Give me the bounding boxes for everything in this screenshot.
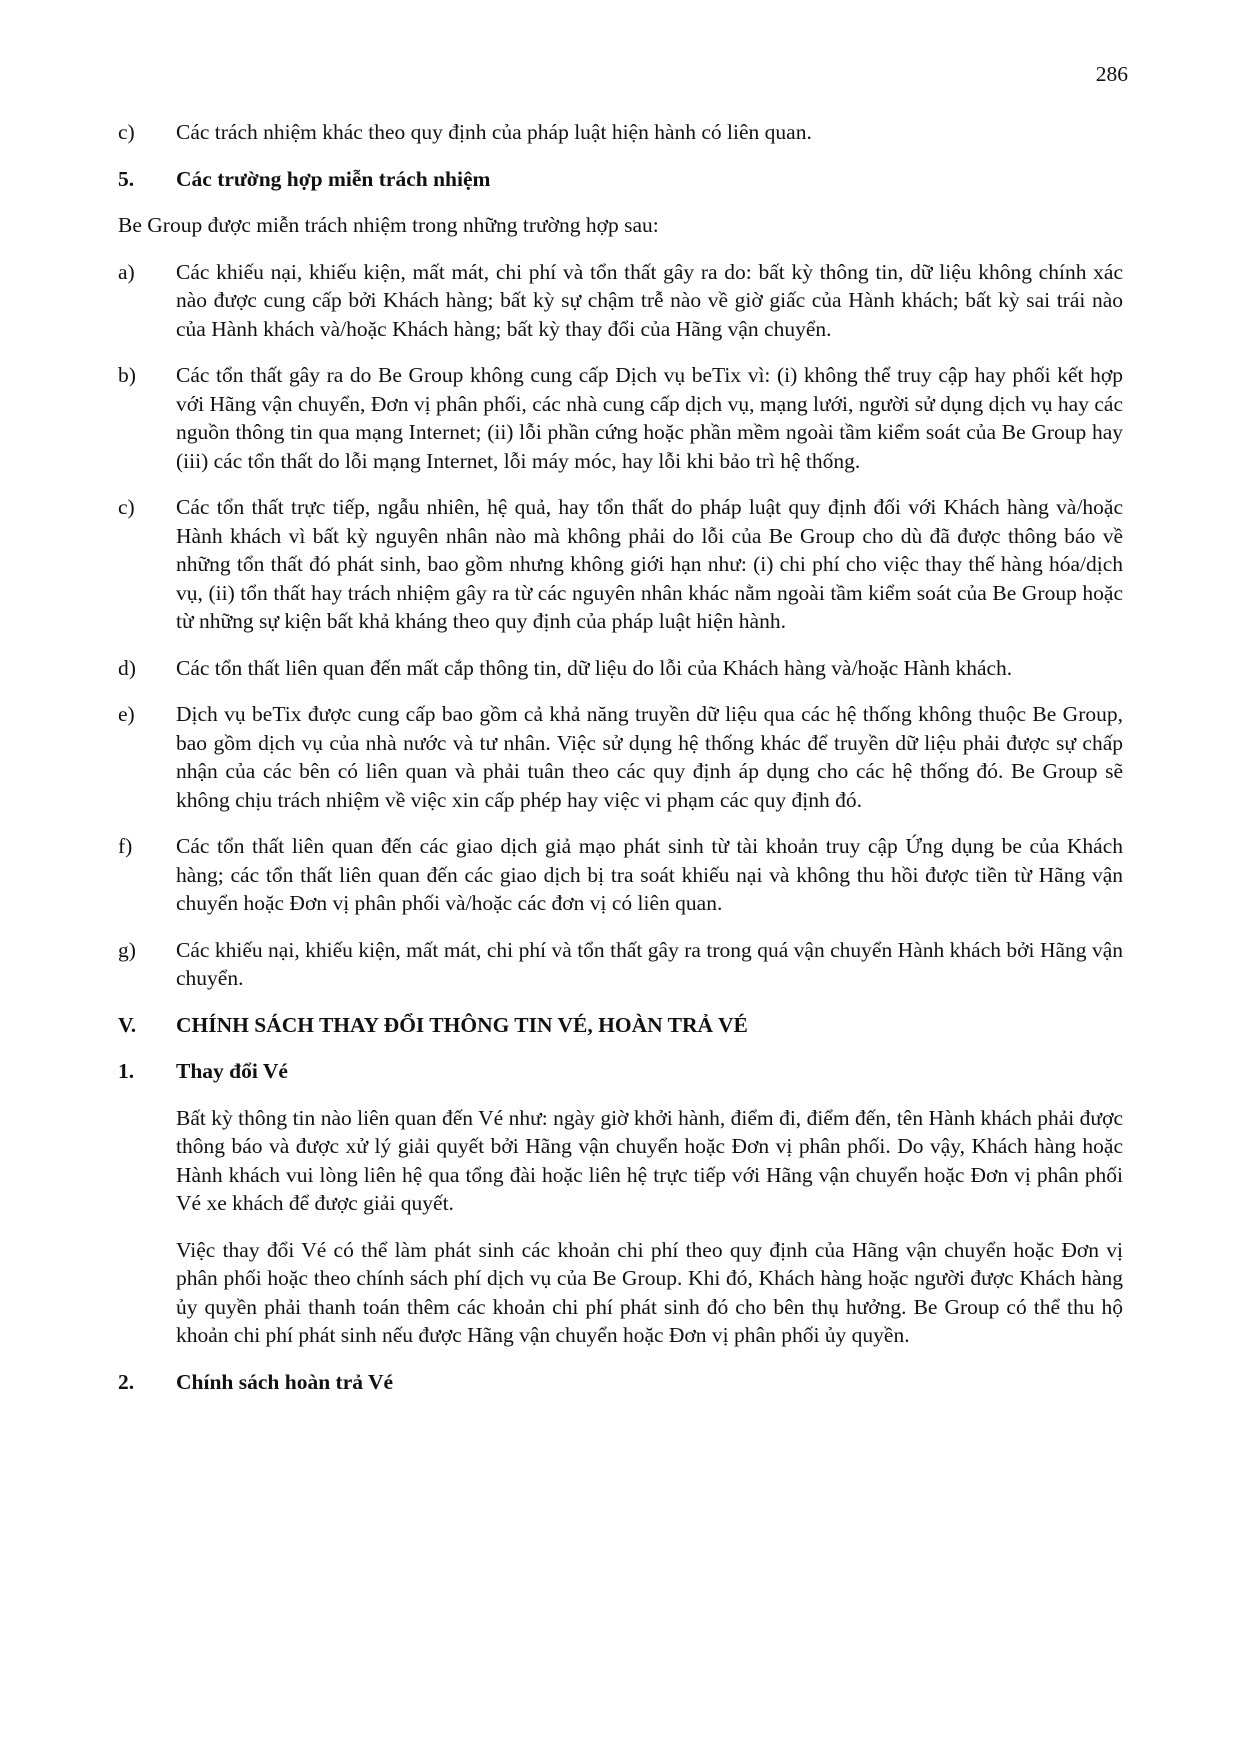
section-title: CHÍNH SÁCH THAY ĐỔI THÔNG TIN VÉ, HOÀN TRẢ VÉ: [176, 1012, 748, 1037]
document-content: [118, 118, 1123, 1414]
section-title: Các trường hợp miễn trách nhiệm: [176, 166, 491, 191]
item-text: Các tổn thất trực tiếp, ngẫu nhiên, hệ quả, hay tổn thất do pháp luật quy định đối với Khách hàng và/hoặc Hành khách vì bất kỳ nguyên nhân nào mà không phải do lỗi của Be Group cho dù đã được thông báo về những tổn thất đó phát sinh, bao gồm nhưng không giới hạn như: (i) chi phí cho việc thay thế hàng hóa/dịch vụ, (ii) tổn thất hay trách nhiệm gây ra từ các nguyên nhân khác nằm ngoài tầm kiểm soát của Be Group hoặc từ những sự kiện bất khả kháng theo quy định của pháp luật hiện hành.: [176, 495, 1123, 633]
item-text: Các trách nhiệm khác theo quy định của pháp luật hiện hành có liên quan.: [176, 120, 812, 144]
subsection-heading-1: [118, 1057, 1123, 1086]
list-item: [118, 832, 1123, 918]
item-text: Các khiếu nại, khiếu kiện, mất mát, chi phí và tổn thất gây ra do: bất kỳ thông tin, dữ liệu không chính xác nào được cung cấp bởi Khách hàng; bất kỳ sự chậm trễ nào về giờ giấc của Hành khách; bất kỳ sai trái nào của Hành khách và/hoặc Khách hàng; bất kỳ thay đổi của Hãng vận chuyển.: [176, 259, 1123, 341]
subsection-number: 2.: [118, 1369, 135, 1394]
item-text: Các khiếu nại, khiếu kiện, mất mát, chi phí và tổn thất gây ra trong quá vận chuyển Hành khách bởi Hãng vận chuyển.: [176, 937, 1123, 990]
subsection-heading-2: [118, 1368, 1123, 1397]
section-number: 5.: [118, 166, 135, 191]
item-label: d): [118, 655, 136, 680]
paragraph: Việc thay đổi Vé có thể làm phát sinh các khoản chi phí theo quy định của Hãng vận chuyển hoặc Đơn vị phân phối hoặc theo chính sách phí dịch vụ của Be Group. Khi đó, Khách hàng hoặc người được Khách hàng ủy quyền phải thanh toán thêm các khoản chi phí phát sinh đó cho bên thụ hưởng. Be Group có thể thu hộ khoản chi phí phát sinh nếu được Hãng vận chuyển hoặc Đơn vị phân phối ủy quyền.: [176, 1237, 1123, 1347]
list-item: [118, 361, 1123, 475]
section-heading-v: [118, 1011, 1123, 1040]
page-number: 286: [1095, 62, 1128, 86]
section-intro: Be Group được miễn trách nhiệm trong những trường hợp sau:: [118, 213, 659, 237]
item-label: c): [118, 495, 135, 519]
list-item: [118, 118, 1123, 147]
section-heading-5: [118, 165, 1123, 194]
list-item: [118, 936, 1123, 993]
section-number: V.: [118, 1012, 137, 1037]
item-text: Các tổn thất liên quan đến các giao dịch giả mạo phát sinh từ tài khoản truy cập Ứng dụng be của Khách hàng; các tổn thất liên quan đến các giao dịch bị tra soát khiếu nại và không thu hồi được tiền từ Hãng vận chuyển hoặc Đơn vị phân phối và/hoặc các đơn vị có liên quan.: [176, 834, 1123, 915]
list-item: [118, 654, 1123, 683]
item-label: e): [118, 702, 135, 726]
subsection-title: Chính sách hoàn trả Vé: [176, 1369, 394, 1394]
list-item: [118, 258, 1123, 344]
item-label: b): [118, 363, 136, 387]
item-label: a): [118, 259, 135, 284]
item-label: g): [118, 937, 136, 962]
list-item: [118, 493, 1123, 636]
paragraph: Bất kỳ thông tin nào liên quan đến Vé như: ngày giờ khởi hành, điểm đi, điểm đến, tên Hành khách phải được thông báo và được xử lý giải quyết bởi Hãng vận chuyển hoặc Đơn vị phân phối. Do vậy, Khách hàng hoặc Hành khách vui lòng liên hệ qua tổng đài hoặc liên hệ trực tiếp với Hãng vận chuyển hoặc Đơn vị phân phối Vé xe khách để được giải quyết.: [176, 1105, 1123, 1215]
list-item: [118, 700, 1123, 814]
item-text: Các tổn thất liên quan đến mất cắp thông tin, dữ liệu do lỗi của Khách hàng và/hoặc Hành khách.: [176, 655, 1013, 680]
item-label: f): [118, 834, 133, 858]
item-text: Dịch vụ beTix được cung cấp bao gồm cả khả năng truyền dữ liệu qua các hệ thống không thuộc Be Group, bao gồm dịch vụ của nhà nước và tư nhân. Việc sử dụng hệ thống khác để truyền dữ liệu phải được sự chấp nhận của các bên có liên quan và phải tuân theo các quy định áp dụng cho các hệ thống đó. Be Group sẽ không chịu trách nhiệm về việc xin cấp phép hay việc vi phạm các quy định đó.: [176, 702, 1123, 812]
item-label: c): [118, 120, 135, 144]
subsection-number: 1.: [118, 1059, 135, 1083]
subsection-title: Thay đổi Vé: [176, 1059, 288, 1083]
item-text: Các tổn thất gây ra do Be Group không cung cấp Dịch vụ beTix vì: (i) không thể truy cập hay phối kết hợp với Hãng vận chuyển, Đơn vị phân phối, các nhà cung cấp dịch vụ, mạng lưới, người sử dụng dịch vụ hay các nguồn thông tin qua mạng Internet; (ii) lỗi phần cứng hoặc phần mềm ngoài tầm kiểm soát của Be Group hay (iii) các tổn thất do lỗi mạng Internet, lỗi máy móc, hay lỗi khi bảo trì hệ thống.: [176, 363, 1123, 473]
